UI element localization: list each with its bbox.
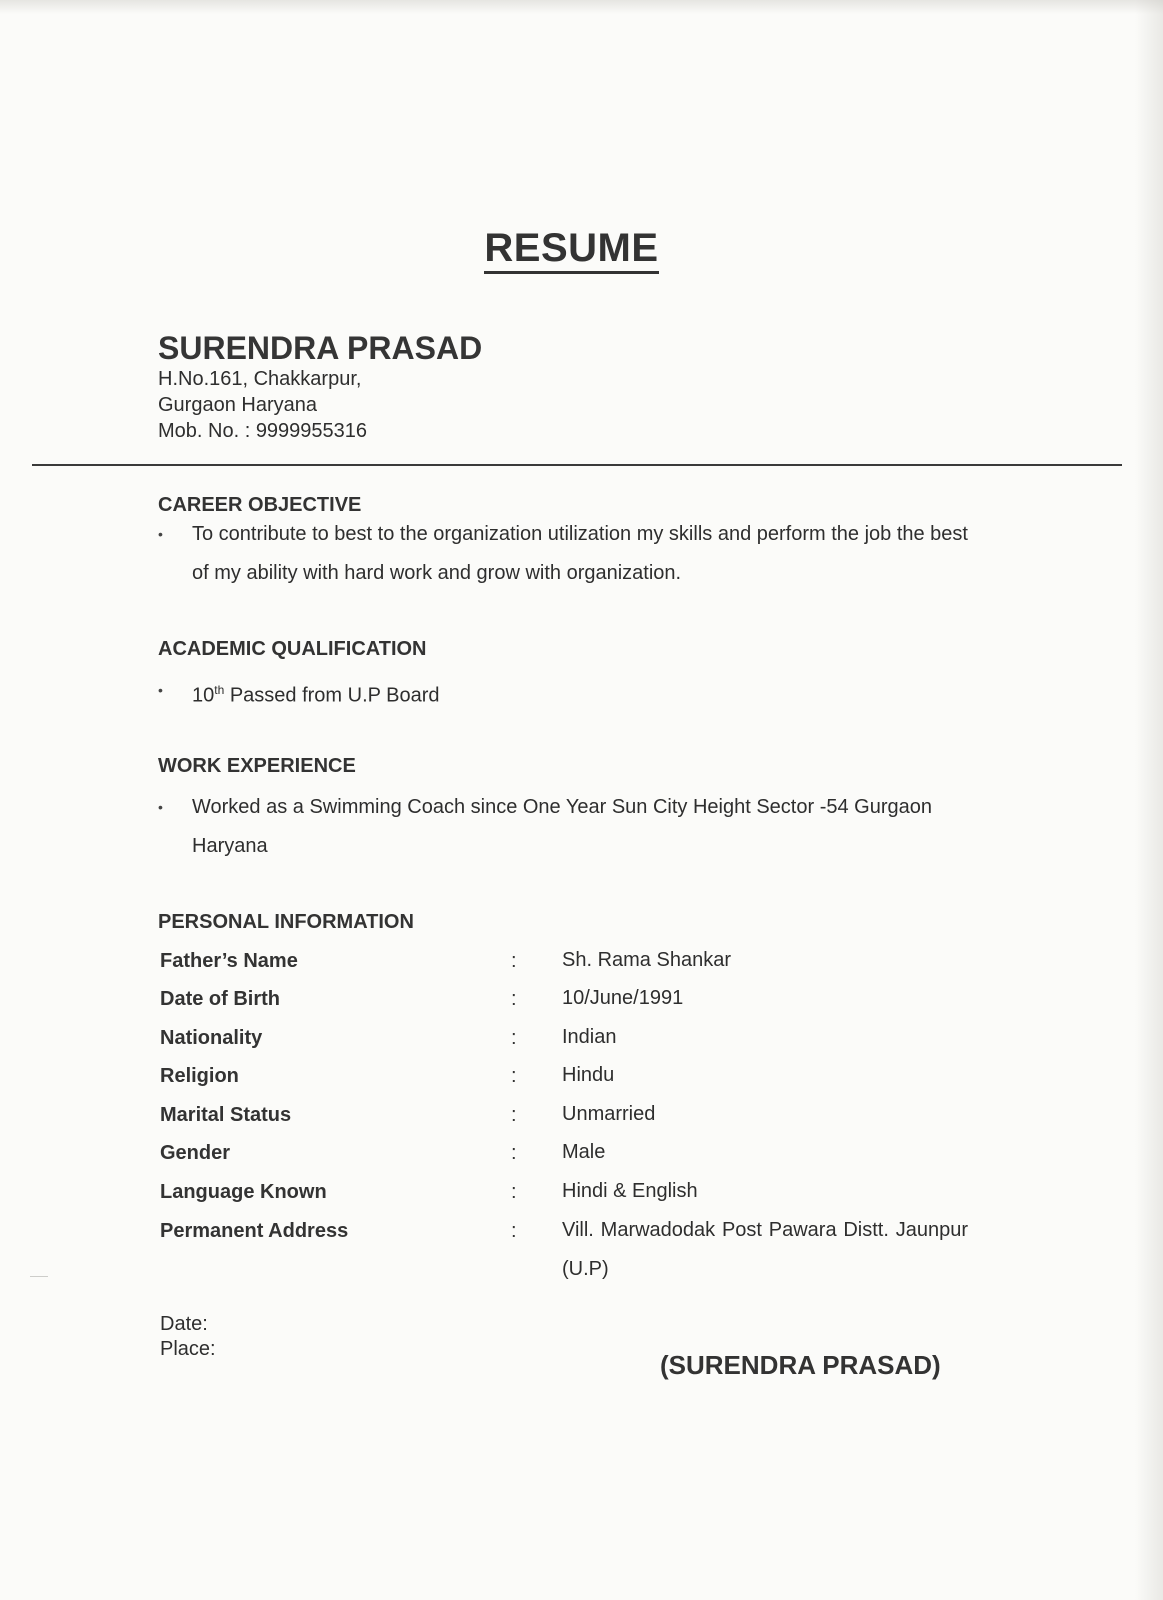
applicant-name: SURENDRA PRASAD	[158, 330, 483, 366]
personal-label: Language Known	[160, 1181, 327, 1203]
personal-value: Hindu	[562, 1064, 615, 1086]
address-line-1: H.No.161, Chakkarpur,	[158, 368, 362, 390]
career-objective-item	[158, 515, 978, 593]
paper-fold-mark	[30, 1276, 48, 1277]
personal-row-languages	[160, 1181, 980, 1211]
personal-value: Male	[562, 1141, 606, 1163]
personal-row-address	[160, 1219, 980, 1280]
personal-row-nationality	[160, 1027, 980, 1057]
place-label: Place:	[160, 1338, 216, 1360]
date-label: Date:	[160, 1313, 208, 1335]
career-objective-heading: CAREER OBJECTIVE	[158, 494, 362, 516]
work-experience-item	[158, 788, 978, 866]
personal-label: Marital Status	[160, 1104, 292, 1126]
personal-separator: :	[511, 1181, 517, 1203]
personal-separator: :	[511, 1027, 517, 1049]
bullet-icon: •	[158, 799, 163, 815]
personal-value: Vill. Marwadodak Post Pawara Distt. Jaunpur (U.P)	[562, 1219, 968, 1280]
academic-heading: ACADEMIC QUALIFICATION	[158, 638, 427, 660]
personal-label: Gender	[160, 1142, 231, 1164]
personal-label: Date of Birth	[160, 988, 280, 1010]
academic-text: 10th Passed from U.P Board	[192, 683, 440, 707]
personal-separator: :	[511, 1220, 517, 1242]
personal-row-marital-status	[160, 1104, 980, 1134]
bullet-icon: •	[158, 682, 163, 698]
personal-separator: :	[511, 1104, 517, 1126]
header-divider	[32, 464, 1122, 466]
work-experience-text: Worked as a Swimming Coach since One Year Sun City Height Sector -54 Gurgaon Haryana	[192, 796, 932, 857]
signature-name: (SURENDRA PRASAD)	[660, 1350, 941, 1380]
personal-label: Permanent Address	[160, 1220, 349, 1242]
personal-value: Sh. Rama Shankar	[562, 949, 731, 971]
personal-separator: :	[511, 1142, 517, 1164]
personal-row-father	[160, 950, 980, 980]
career-objective-text: To contribute to best to the organization utilization my skills and perform the job the best of my ability with hard work and grow with organization.	[192, 523, 968, 584]
personal-row-religion	[160, 1065, 980, 1095]
personal-label: Nationality	[160, 1027, 263, 1049]
work-experience-heading: WORK EXPERIENCE	[158, 755, 356, 777]
document-title: RESUME	[0, 226, 1143, 271]
personal-value: Unmarried	[562, 1103, 656, 1125]
personal-label: Father’s Name	[160, 950, 298, 972]
personal-value: Indian	[562, 1026, 617, 1048]
personal-separator: :	[511, 950, 517, 972]
personal-label: Religion	[160, 1065, 239, 1087]
paper-edge-top	[0, 0, 1163, 14]
personal-value: 10/June/1991	[562, 987, 684, 1009]
mobile-number: Mob. No. : 9999955316	[158, 420, 368, 442]
bullet-icon: •	[158, 526, 163, 542]
address-line-2: Gurgaon Haryana	[158, 394, 317, 416]
personal-separator: :	[511, 988, 517, 1010]
personal-info-heading: PERSONAL INFORMATION	[158, 911, 414, 933]
personal-value: Hindi & English	[562, 1180, 698, 1202]
personal-separator: :	[511, 1065, 517, 1087]
personal-row-gender	[160, 1142, 980, 1172]
academic-item	[158, 671, 978, 716]
personal-row-dob	[160, 988, 980, 1018]
